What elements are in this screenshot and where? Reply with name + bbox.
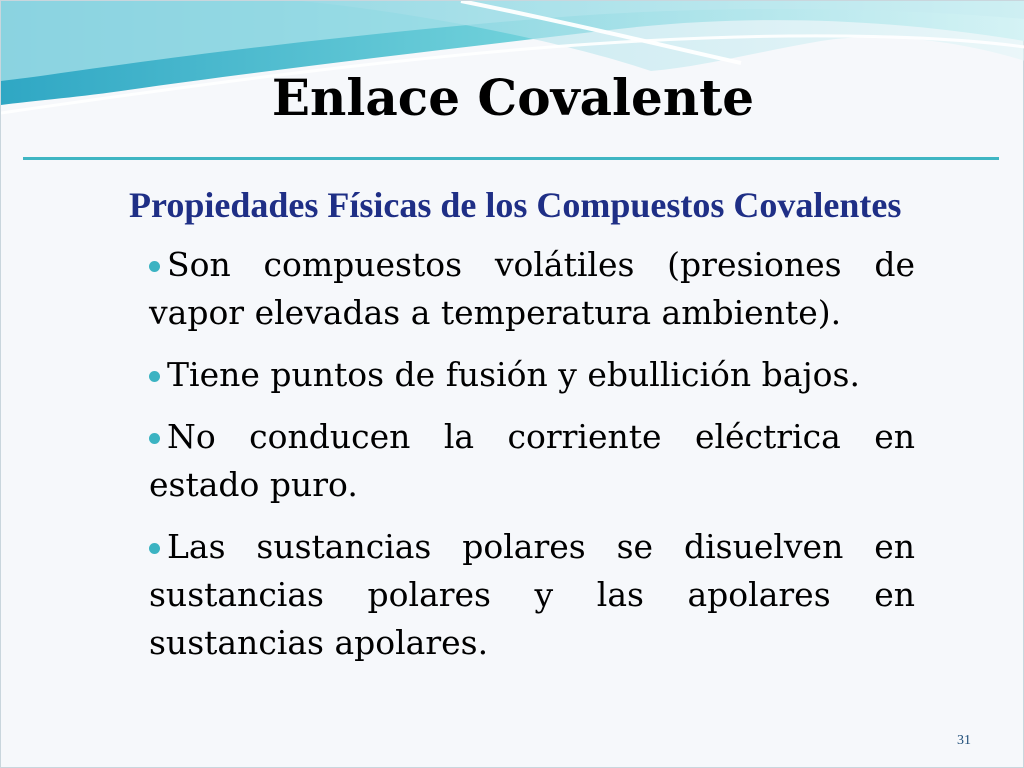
bullet-item: [149, 413, 915, 509]
bullet-dot-icon: [149, 543, 160, 554]
bullet-text: Tiene puntos de fusión y ebullición bajos.: [167, 355, 860, 394]
bullet-item: [149, 523, 915, 667]
title-divider: [23, 157, 999, 160]
slide-title: Enlace Covalente: [271, 68, 755, 127]
bullet-item: [149, 241, 915, 337]
bullet-dot-icon: [149, 261, 160, 272]
bullet-text: Son compuestos volátiles (presiones de vapor elevadas a temperatura ambiente).: [149, 245, 915, 332]
bullet-text: Las sustancias polares se disuelven en sustancias polares y las apolares en sustancias apolares.: [149, 527, 915, 662]
section-heading: Propiedades Físicas de los Compuestos Covalentes: [129, 185, 902, 225]
bullet-dot-icon: [149, 371, 160, 382]
bullet-text: No conducen la corriente eléctrica en estado puro.: [149, 417, 915, 504]
bullet-dot-icon: [149, 433, 160, 444]
slide-content: [129, 181, 915, 681]
bullet-item: [149, 351, 915, 399]
page-number: 31: [957, 733, 971, 748]
